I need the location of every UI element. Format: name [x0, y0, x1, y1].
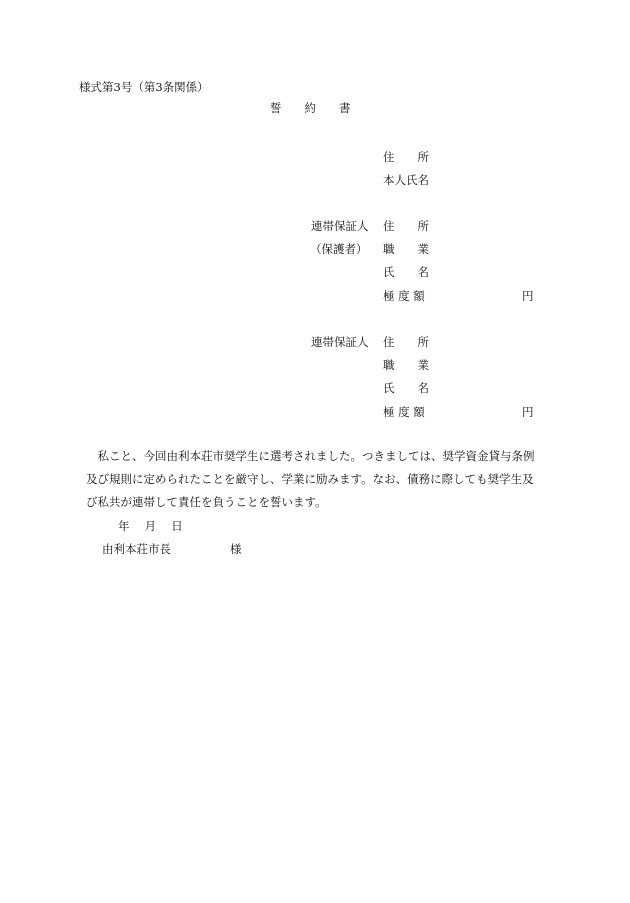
guarantor1-address-label: 住 所	[383, 219, 429, 233]
date-line: 年 月 日	[118, 519, 183, 533]
guarantor1-heading: 連帯保証人	[311, 219, 369, 233]
body-line-1: 私こと、今回由利本荘市奨学生に選考されました。つきましては、奨学資金貸与条例	[86, 449, 535, 463]
applicant-name-label: 本人氏名	[383, 173, 429, 187]
guarantor2-currency: 円	[522, 405, 534, 419]
guarantor2-occupation-label: 職 業	[383, 358, 429, 372]
guarantor2-heading: 連帯保証人	[311, 335, 369, 349]
guarantor2-name-label: 氏 名	[383, 381, 429, 395]
form-label: 様式第3号（第3条関係）	[79, 80, 209, 94]
guarantor2-address-label: 住 所	[383, 335, 429, 349]
guarantor1-occupation-label: 職 業	[383, 242, 429, 256]
guarantor1-currency: 円	[522, 289, 534, 303]
guarantor1-limit-label: 極 度 額	[383, 289, 425, 303]
applicant-address-label: 住 所	[383, 150, 429, 164]
addressee-name: 由利本荘市長	[102, 542, 171, 556]
guarantor2-limit-label: 極 度 額	[383, 405, 425, 419]
document-title: 誓 約 書	[270, 101, 351, 115]
guarantor1-name-label: 氏 名	[383, 265, 429, 279]
body-line-3: び私共が連帯して責任を負うことを誓います。	[86, 495, 327, 509]
guarantor1-sub-heading: （保護者）	[310, 242, 368, 256]
addressee-honorific: 様	[230, 542, 242, 556]
body-line-2: 及び規則に定められたことを厳守し、学業に励みます。なお、債務に際しても奨学生及	[86, 472, 534, 486]
